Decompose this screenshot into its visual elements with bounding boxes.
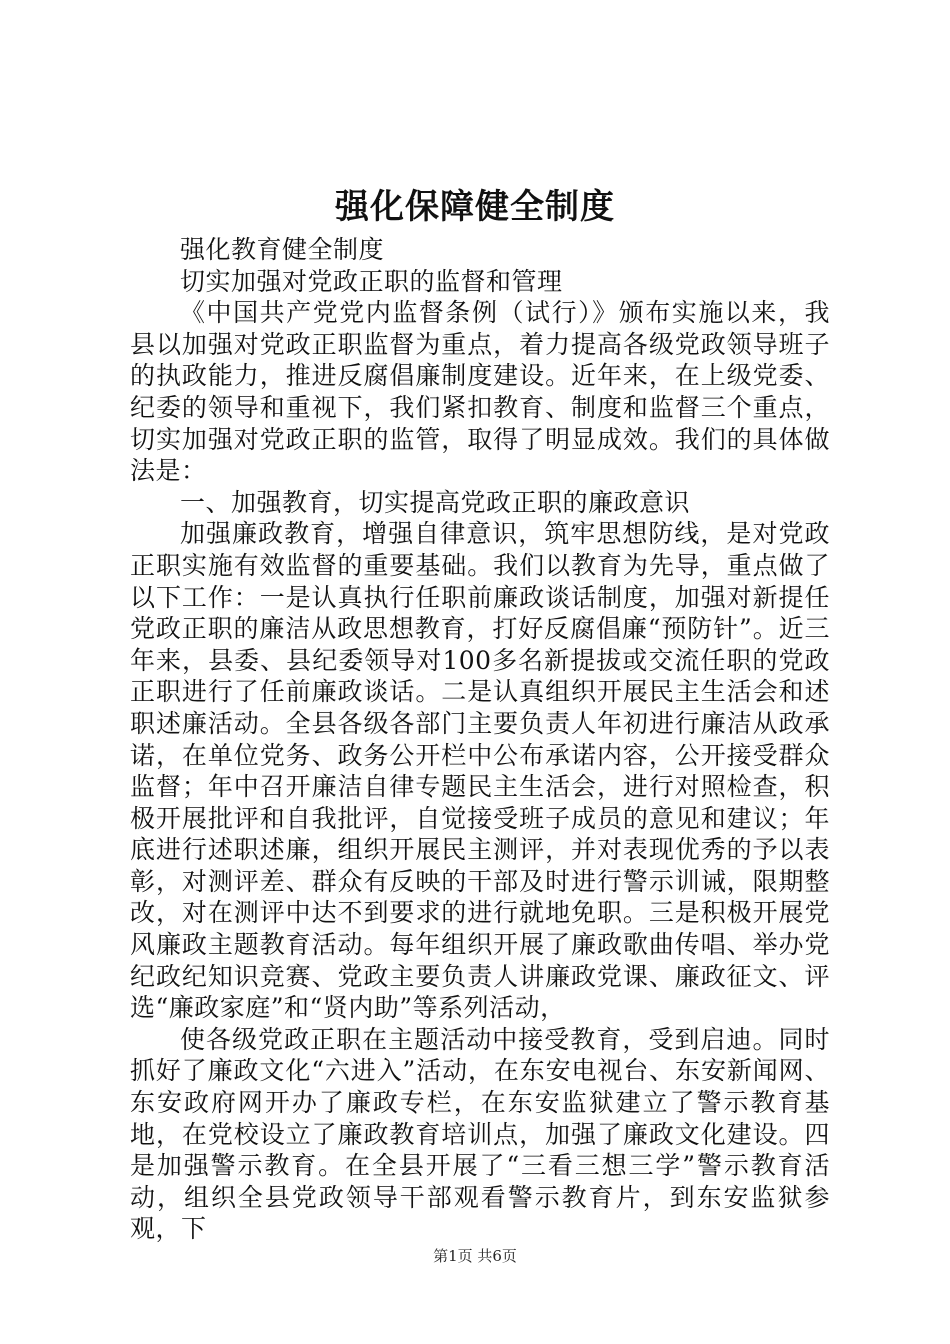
page-number-footer: 第1页 共6页: [433, 1247, 517, 1265]
paragraph-activities: 使各级党政正职在主题活动中接受教育，受到启迪。同时抓好了廉政文化“六进入”活动，在东安电视台、东安新闻网、东安政府网开办了廉政专栏，在东安监狱建立了警示教育基地，在党校设立了廉政教育培训点，加强了廉政文化建设。四是加强警示教育。在全县开展了“三看三想三学”警示教育活动，组织全县党政领导干部观看警示教育片，到东安监狱参观，下: [130, 1024, 830, 1244]
paragraph-intro: 《中国共产党党内监督条例（试行）》颁布实施以来，我县以加强对党政正职监督为重点，着力提高各级党政领导班子的执政能力，推进反腐倡廉制度建设。近年来，在上级党委、纪委的领导和重视下，我们紧扣教育、制度和监督三个重点，切实加强对党政正职的监管，取得了明显成效。我们的具体做法是：: [130, 298, 830, 486]
document-body: [130, 234, 830, 1245]
paragraph-subtitle-2: 切实加强对党政正职的监督和管理: [180, 266, 563, 296]
paragraph-education: 加强廉政教育，增强自律意识，筑牢思想防线，是对党政正职实施有效监督的重要基础。我们以教育为先导，重点做了以下工作：一是认真执行任职前廉政谈话制度，加强对新提任党政正职的廉洁从政思想教育，打好反腐倡廉“预防针”。近三年来，县委、县纪委领导对100多名新提拔或交流任职的党政正职进行了任前廉政谈话。二是认真组织开展民主生活会和述职述廉活动。全县各级各部门主要负责人年初进行廉洁从政承诺，在单位党务、政务公开栏中公布承诺内容，公开接受群众监督；年中召开廉洁自律专题民主生活会，进行对照检查，积极开展批评和自我批评，自觉接受班子成员的意见和建议；年底进行述职述廉，组织开展民主测评，并对表现优秀的予以表彰，对测评差、群众有反映的干部及时进行警示训诫，限期整改，对在测评中达不到要求的进行就地免职。三是积极开展党风廉政主题教育活动。每年组织开展了廉政歌曲传唱、举办党纪政纪知识竞赛、党政主要负责人讲廉政党课、廉政征文、评选“廉政家庭”和“贤内助”等系列活动，: [130, 519, 830, 1023]
document-title: 强化保障健全制度: [335, 187, 615, 227]
section-heading-1: 一、加强教育，切实提高党政正职的廉政意识: [180, 487, 691, 517]
paragraph-subtitle-1: 强化教育健全制度: [180, 235, 385, 264]
